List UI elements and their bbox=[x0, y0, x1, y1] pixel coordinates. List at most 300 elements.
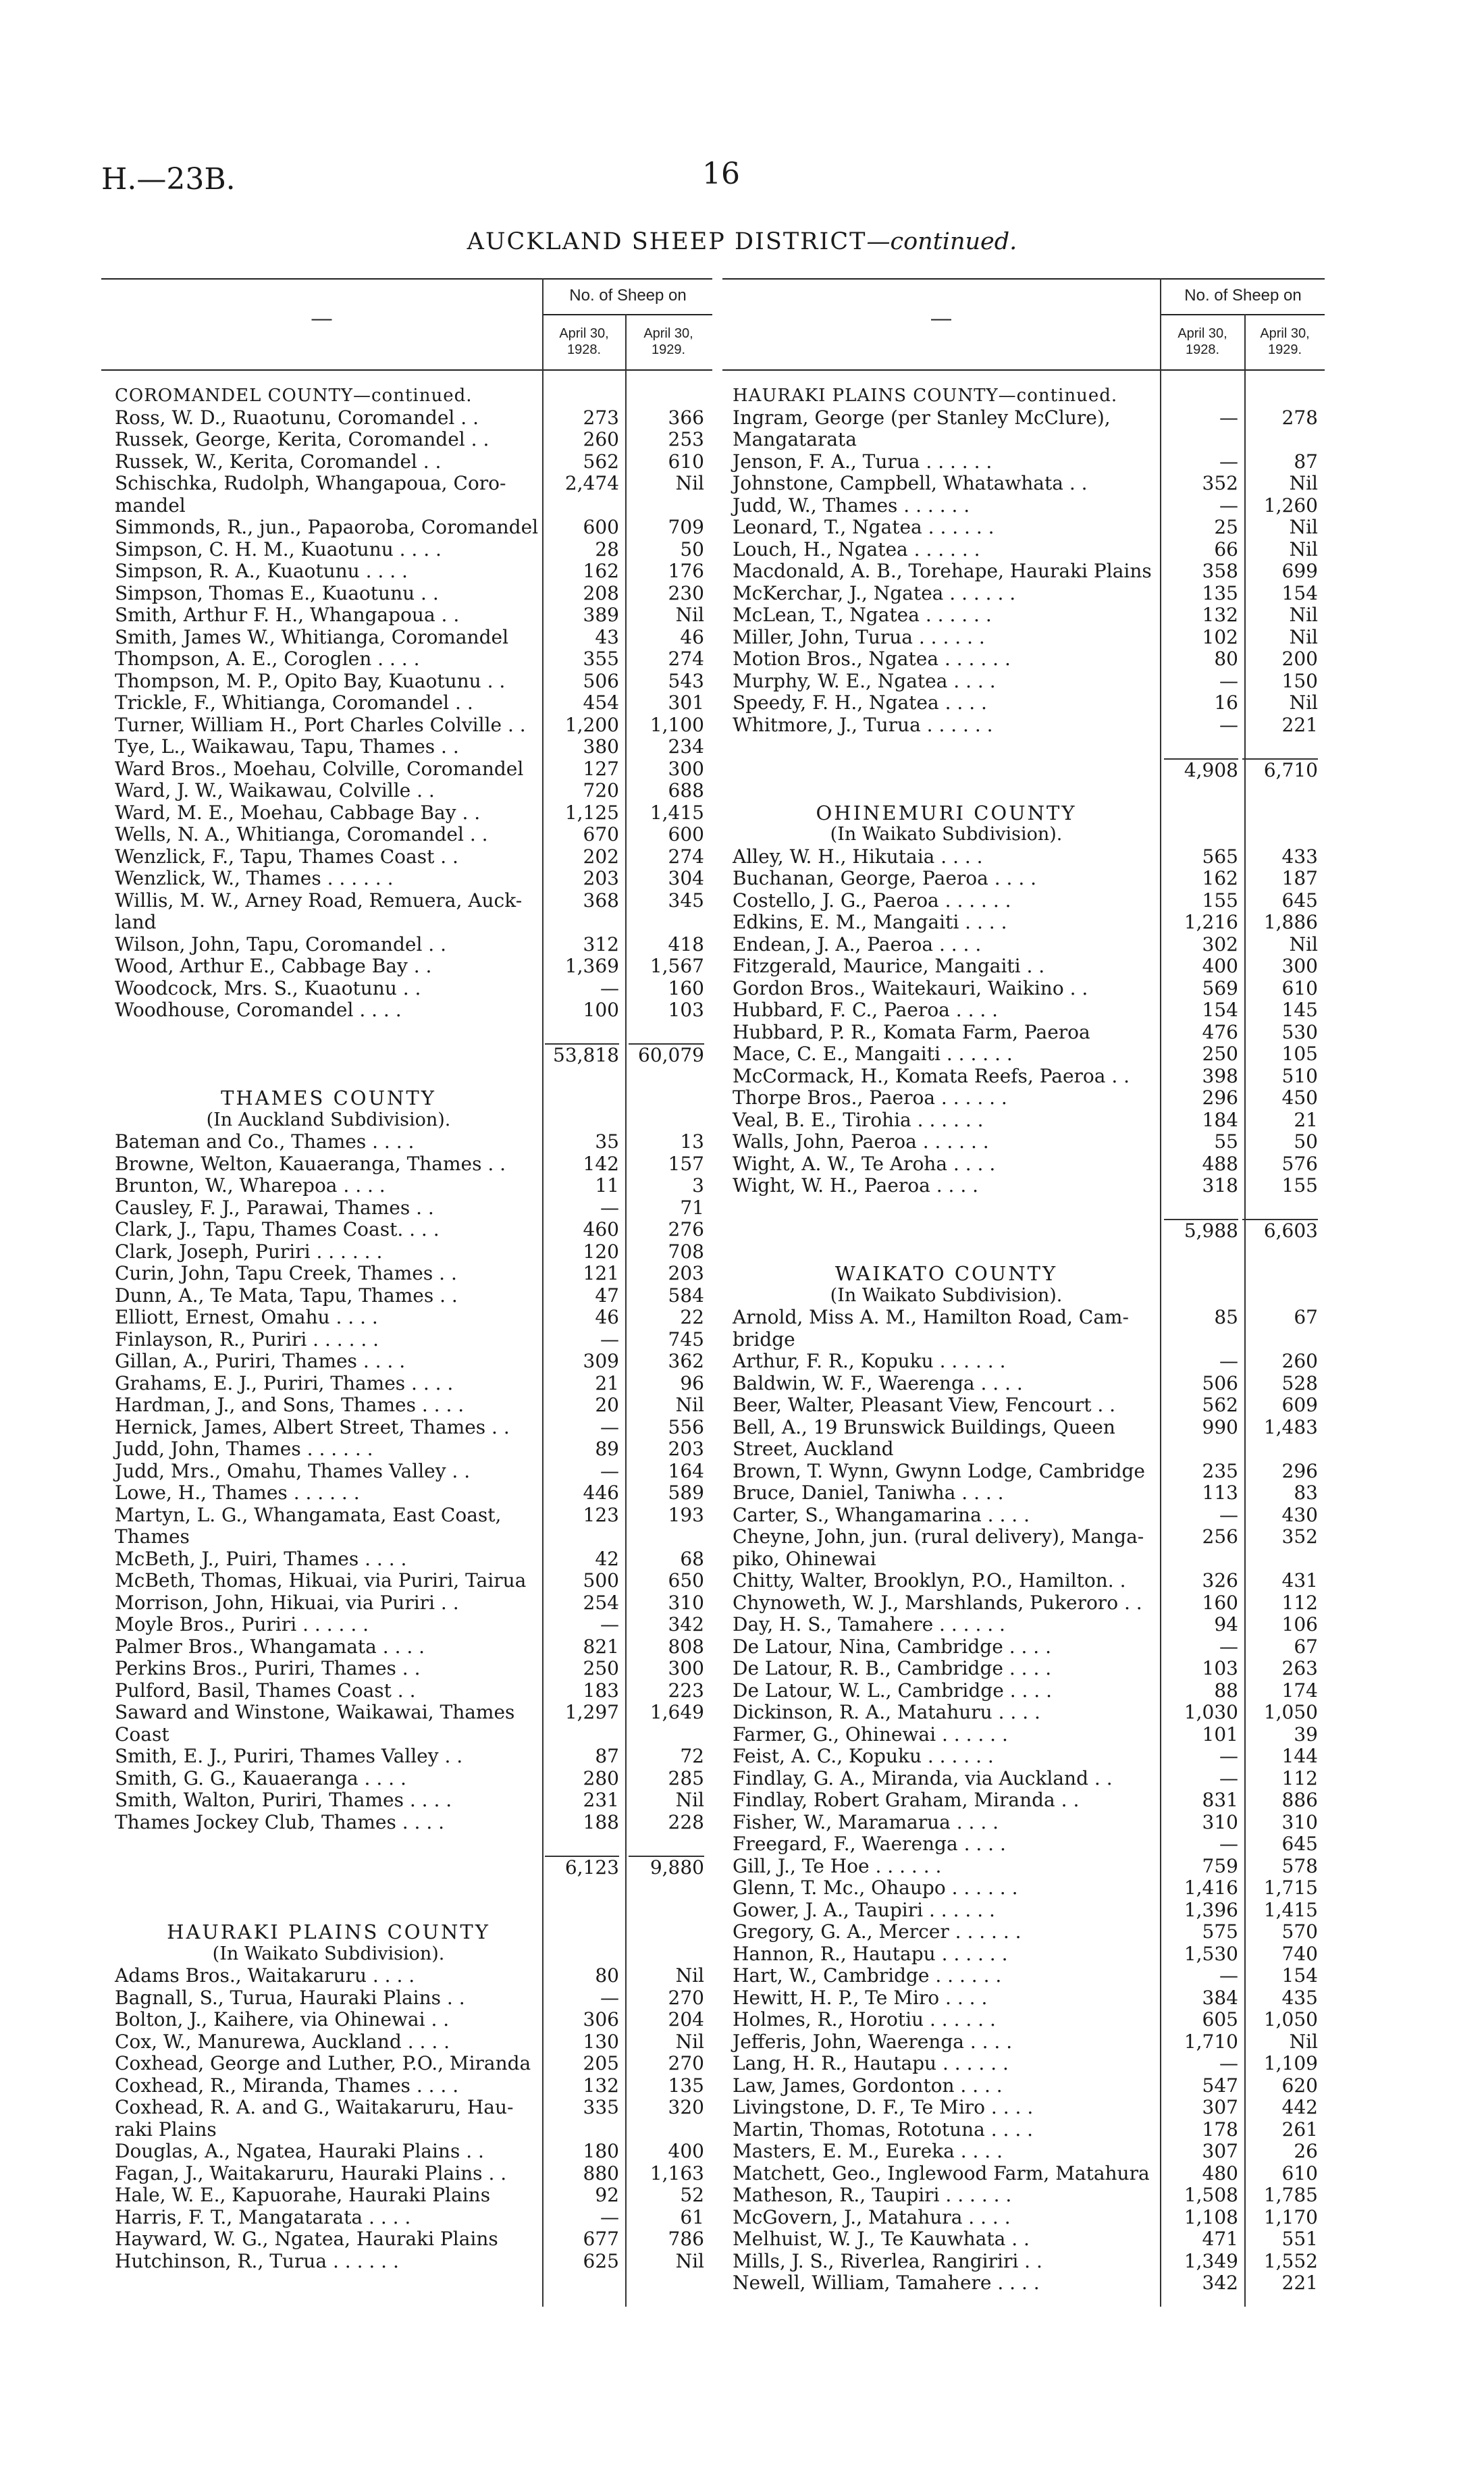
sheep-1928: 102 bbox=[1202, 625, 1238, 648]
table-row bbox=[115, 671, 712, 693]
holder-name: Baldwin, W. F., Waerenga . . . . bbox=[733, 1371, 1023, 1394]
holder-name: Finlayson, R., Puriri . . . . . . bbox=[115, 1328, 379, 1351]
holder-name: Dickinson, R. A., Matahuru . . . . bbox=[733, 1701, 1040, 1723]
sheep-1928: 208 bbox=[583, 581, 619, 604]
sheep-1928: 28 bbox=[595, 538, 619, 560]
table-row bbox=[733, 2163, 1325, 2185]
sheep-1928: 135 bbox=[1202, 581, 1238, 604]
holder-name: Russek, George, Kerita, Coromandel . . bbox=[115, 428, 489, 450]
sheep-1928: 296 bbox=[1202, 1086, 1238, 1109]
sheep-1928: 130 bbox=[583, 2030, 619, 2053]
sheep-1929: 886 bbox=[1281, 1789, 1318, 1811]
table-row bbox=[733, 999, 1325, 1022]
sheep-1929: 278 bbox=[1281, 406, 1318, 429]
sheep-1929: 556 bbox=[668, 1415, 704, 1438]
sheep-1928: 384 bbox=[1202, 1986, 1238, 2009]
sheep-1928: — bbox=[1219, 1635, 1238, 1658]
sheep-1929: 528 bbox=[1281, 1371, 1318, 1394]
table-row bbox=[733, 1461, 1325, 1483]
holder-name: Causley, F. J., Parawai, Thames . . bbox=[115, 1196, 434, 1219]
sheep-1928: 759 bbox=[1202, 1854, 1238, 1877]
sheep-1928: 1,349 bbox=[1184, 2249, 1238, 2272]
table-row bbox=[115, 868, 712, 890]
holder-name: Newell, William, Tamahere . . . . bbox=[733, 2272, 1040, 2294]
table-row bbox=[733, 648, 1325, 671]
table-row bbox=[733, 604, 1325, 627]
sheep-1928: — bbox=[1219, 494, 1238, 517]
sheep-1929: 1,260 bbox=[1263, 494, 1318, 517]
left-group-header: No. of Sheep on bbox=[569, 286, 687, 305]
holder-name: Gordon Bros., Waitekauri, Waikino . . bbox=[733, 976, 1088, 999]
sheep-1928: 47 bbox=[595, 1284, 619, 1307]
sheep-1928: 43 bbox=[595, 625, 619, 648]
table-row bbox=[115, 1702, 712, 1724]
sheep-1929: 285 bbox=[668, 1766, 704, 1789]
sheep-1928: 342 bbox=[1202, 2272, 1238, 2294]
holder-name: piko, Ohinewai bbox=[733, 1547, 876, 1570]
table-row bbox=[733, 1417, 1325, 1439]
table-row bbox=[115, 473, 712, 495]
sheep-1928: — bbox=[1219, 713, 1238, 736]
sheep-1929: 154 bbox=[1281, 581, 1318, 604]
sheep-1928: 1,710 bbox=[1184, 2030, 1238, 2053]
table-row bbox=[115, 1768, 712, 1790]
table-row bbox=[733, 1022, 1325, 1044]
sheep-1928: 605 bbox=[1202, 2008, 1238, 2031]
sheep-1929: 105 bbox=[1281, 1043, 1318, 1065]
sheep-1929: 50 bbox=[680, 538, 704, 560]
spacer-row bbox=[733, 1197, 1325, 1220]
holder-name: Brown, T. Wynn, Gwynn Lodge, Cambridge bbox=[733, 1459, 1145, 1482]
sheep-1929: 688 bbox=[668, 779, 704, 802]
spacer-row bbox=[733, 736, 1325, 758]
table-row bbox=[733, 1307, 1325, 1329]
page-title-main: AUCKLAND SHEEP DISTRICT bbox=[467, 228, 867, 255]
sheep-1928: 488 bbox=[1202, 1152, 1238, 1175]
sheep-1928: 831 bbox=[1202, 1789, 1238, 1811]
table-row bbox=[115, 1351, 712, 1373]
holder-name: Buchanan, George, Paeroa . . . . bbox=[733, 867, 1037, 889]
table-row bbox=[733, 539, 1325, 561]
sheep-1928: 1,125 bbox=[564, 801, 619, 824]
table-row bbox=[115, 495, 712, 517]
sheep-1929: 300 bbox=[1281, 955, 1318, 977]
table-row bbox=[733, 2031, 1325, 2053]
sheep-1929: 21 bbox=[1294, 1108, 1318, 1131]
table-row bbox=[733, 1636, 1325, 1658]
sheep-1929: 13 bbox=[680, 1130, 704, 1153]
county-total-row bbox=[115, 1856, 712, 1878]
table-row bbox=[733, 868, 1325, 890]
left-col1-header: April 30, 1928. bbox=[559, 326, 609, 357]
sheep-1928: 53,818 bbox=[545, 1043, 619, 1067]
holder-name: Simpson, R. A., Kuaotunu . . . . bbox=[115, 560, 408, 582]
sheep-1929: 431 bbox=[1281, 1569, 1318, 1592]
holder-name: Glenn, T. Mc., Ohaupo . . . . . . bbox=[733, 1877, 1018, 1899]
left-table-body bbox=[115, 385, 712, 2272]
table-row bbox=[733, 1526, 1325, 1548]
sheep-1929: 72 bbox=[680, 1745, 704, 1767]
sheep-1928: 562 bbox=[583, 450, 619, 473]
holder-name: Saward and Winstone, Waikawai, Thames bbox=[115, 1701, 515, 1723]
sheep-1928: 306 bbox=[583, 2008, 619, 2031]
spacer-row bbox=[115, 1833, 712, 1856]
holder-name: Holmes, R., Horotiu . . . . . . bbox=[733, 2008, 996, 2031]
table-row bbox=[733, 1768, 1325, 1790]
holder-name: Clark, J., Tapu, Thames Coast. . . . bbox=[115, 1218, 440, 1240]
sheep-1929: 6,603 bbox=[1242, 1219, 1318, 1242]
sheep-1929: 530 bbox=[1281, 1020, 1318, 1043]
sheep-1929: 203 bbox=[668, 1262, 704, 1284]
table-row bbox=[733, 1900, 1325, 1922]
sheep-1928: 132 bbox=[583, 2074, 619, 2097]
sheep-1928: 202 bbox=[583, 845, 619, 868]
table-row bbox=[115, 912, 712, 934]
table-row bbox=[733, 846, 1325, 868]
table-row bbox=[115, 583, 712, 605]
table-row bbox=[733, 955, 1325, 978]
sheep-1928: 352 bbox=[1202, 472, 1238, 494]
sheep-1929: 400 bbox=[668, 2140, 704, 2162]
holder-name: Cox, W., Manurewa, Auckland . . . . bbox=[115, 2030, 450, 2053]
sheep-1929: 221 bbox=[1281, 713, 1318, 736]
sheep-1928: 446 bbox=[583, 1482, 619, 1504]
holder-name: Freegard, F., Waerenga . . . . bbox=[733, 1833, 1006, 1855]
table-row bbox=[115, 1307, 712, 1329]
right-group-header: No. of Sheep on bbox=[1184, 286, 1302, 305]
holder-name: De Latour, Nina, Cambridge . . . . bbox=[733, 1635, 1051, 1658]
sheep-1929: 276 bbox=[668, 1218, 704, 1240]
sheep-1928: 990 bbox=[1202, 1415, 1238, 1438]
sheep-1929: 9,880 bbox=[629, 1856, 704, 1879]
sheep-1928: 1,108 bbox=[1184, 2205, 1238, 2228]
sheep-1928: 180 bbox=[583, 2140, 619, 2162]
sheep-1928: 94 bbox=[1214, 1613, 1238, 1635]
sheep-1929: 296 bbox=[1281, 1459, 1318, 1482]
table-row bbox=[733, 1087, 1325, 1109]
sheep-1929: 203 bbox=[668, 1438, 704, 1460]
holder-name: Carter, S., Whangamarina . . . . bbox=[733, 1503, 1030, 1526]
holder-name: Findlay, G. A., Miranda, via Auckland . . bbox=[733, 1766, 1113, 1789]
table-row bbox=[733, 1482, 1325, 1504]
sheep-1928: 1,297 bbox=[564, 1701, 619, 1723]
sheep-1928: 162 bbox=[583, 560, 619, 582]
holder-name: Whitmore, J., Turua . . . . . . bbox=[733, 713, 993, 736]
page-title bbox=[0, 228, 1484, 255]
spacer-row bbox=[115, 1066, 712, 1088]
sheep-1928: 16 bbox=[1214, 691, 1238, 714]
holder-name: Veal, B. E., Tirohia . . . . . . bbox=[733, 1108, 984, 1131]
table-row bbox=[733, 934, 1325, 956]
holder-name: Jefferis, John, Waerenga . . . . bbox=[733, 2030, 1013, 2053]
sheep-1928: 569 bbox=[1202, 976, 1238, 999]
sheep-1929: 362 bbox=[668, 1350, 704, 1372]
sheep-1928: 600 bbox=[583, 516, 619, 538]
holder-name: Wilson, John, Tapu, Coromandel . . bbox=[115, 933, 447, 955]
table-row bbox=[733, 1812, 1325, 1834]
sheep-1929: 1,567 bbox=[650, 955, 704, 977]
sheep-1928: 273 bbox=[583, 406, 619, 429]
holder-name: Hayward, W. G., Ngatea, Hauraki Plains bbox=[115, 2228, 498, 2250]
sheep-1928: 355 bbox=[583, 648, 619, 670]
sheep-1929: 83 bbox=[1294, 1482, 1318, 1504]
sheep-1928: 309 bbox=[583, 1350, 619, 1372]
sheep-1929: 510 bbox=[1281, 1064, 1318, 1087]
sheep-1928: 42 bbox=[595, 1547, 619, 1570]
sheep-1929: 610 bbox=[668, 450, 704, 473]
sheep-1929: 1,715 bbox=[1263, 1877, 1318, 1899]
table-row bbox=[115, 1482, 712, 1504]
holder-name: Judd, W., Thames . . . . . . bbox=[733, 494, 970, 517]
table-row bbox=[115, 1438, 712, 1461]
holder-name: Findlay, Robert Graham, Miranda . . bbox=[733, 1789, 1080, 1811]
sheep-1929: 589 bbox=[668, 1482, 704, 1504]
holder-name: Smith, Walton, Puriri, Thames . . . . bbox=[115, 1789, 452, 1811]
sheep-1929: 61 bbox=[680, 2205, 704, 2228]
subdivision-heading: (In Waikato Subdivision). bbox=[212, 1943, 445, 1964]
sheep-1928: 335 bbox=[583, 2096, 619, 2118]
sheep-1929: 150 bbox=[1281, 669, 1318, 692]
sheep-1929: 1,415 bbox=[650, 801, 704, 824]
sheep-1929: 310 bbox=[668, 1591, 704, 1614]
spacer-row bbox=[733, 780, 1325, 802]
table-row bbox=[115, 1724, 712, 1746]
sheep-1928: 256 bbox=[1202, 1525, 1238, 1548]
holder-name: Louch, H., Ngatea . . . . . . bbox=[733, 538, 980, 560]
table-row bbox=[115, 2119, 712, 2141]
holder-name: McBeth, J., Puiri, Thames . . . . bbox=[115, 1547, 407, 1570]
sheep-1929: 253 bbox=[668, 428, 704, 450]
sheep-1929: 645 bbox=[1281, 1833, 1318, 1855]
table-row bbox=[115, 604, 712, 627]
holder-name: Smith, James W., Whitianga, Coromandel bbox=[115, 625, 509, 648]
table-row bbox=[733, 912, 1325, 934]
sheep-1928: 4,908 bbox=[1164, 758, 1238, 782]
holder-name: Murphy, W. E., Ngatea . . . . bbox=[733, 669, 996, 692]
table-row bbox=[733, 1548, 1325, 1571]
sheep-1928: 500 bbox=[583, 1569, 619, 1592]
table-row bbox=[733, 692, 1325, 714]
holder-name: Clark, Joseph, Puriri . . . . . . bbox=[115, 1240, 383, 1263]
table-row bbox=[733, 560, 1325, 583]
holder-name: Thompson, M. P., Opito Bay, Kuaotunu . . bbox=[115, 669, 506, 692]
holder-name: Arthur, F. R., Kopuku . . . . . . bbox=[733, 1350, 1006, 1372]
holder-name: Melhuist, W. J., Te Kauwhata . . bbox=[733, 2228, 1030, 2250]
sheep-1929: Nil bbox=[675, 1394, 704, 1416]
table-row bbox=[733, 1833, 1325, 1856]
sheep-1929: Nil bbox=[675, 604, 704, 626]
sheep-1928: 20 bbox=[595, 1394, 619, 1416]
sheep-1928: 547 bbox=[1202, 2074, 1238, 2097]
right-table-body bbox=[733, 385, 1325, 2295]
holder-name: Farmer, G., Ohinewai . . . . . . bbox=[733, 1723, 1008, 1746]
table-row bbox=[115, 2097, 712, 2119]
table-row bbox=[733, 1329, 1325, 1351]
sheep-1928: 25 bbox=[1214, 516, 1238, 538]
sheep-1928: 87 bbox=[595, 1745, 619, 1767]
sheep-1928: 203 bbox=[583, 867, 619, 889]
sheep-1929: 304 bbox=[668, 867, 704, 889]
holder-name: Pulford, Basil, Thames Coast . . bbox=[115, 1679, 416, 1702]
table-row bbox=[115, 1263, 712, 1285]
table-row bbox=[733, 2075, 1325, 2097]
sheep-1929: Nil bbox=[675, 1789, 704, 1811]
sheep-1929: 645 bbox=[1281, 889, 1318, 912]
sheep-1928: 85 bbox=[1214, 1306, 1238, 1328]
sheep-1928: 121 bbox=[583, 1262, 619, 1284]
sheep-1929: 708 bbox=[668, 1240, 704, 1263]
sheep-1929: 1,552 bbox=[1263, 2249, 1318, 2272]
sheep-1928: 123 bbox=[583, 1503, 619, 1526]
holder-name: Leonard, T., Ngatea . . . . . . bbox=[733, 516, 995, 538]
holder-name: Harris, F. T., Mangatarata . . . . bbox=[115, 2205, 411, 2228]
holder-name: Endean, J. A., Paeroa . . . . bbox=[733, 933, 982, 955]
holder-name: Judd, John, Thames . . . . . . bbox=[115, 1438, 373, 1460]
table-row bbox=[115, 1614, 712, 1636]
sheep-1928: 250 bbox=[1202, 1043, 1238, 1065]
table-row bbox=[733, 2097, 1325, 2119]
table-row bbox=[733, 1394, 1325, 1417]
sheep-1929: 352 bbox=[1281, 1525, 1318, 1548]
table-row bbox=[733, 517, 1325, 539]
sheep-1929: 433 bbox=[1281, 845, 1318, 868]
sheep-1928: 46 bbox=[595, 1306, 619, 1328]
table-row bbox=[115, 1548, 712, 1571]
table-row bbox=[115, 1680, 712, 1702]
table-row bbox=[733, 1877, 1325, 1900]
sheep-1928: 66 bbox=[1214, 538, 1238, 560]
holder-name: Russek, W., Kerita, Coromandel . . bbox=[115, 450, 442, 473]
right-table-top-rule bbox=[722, 278, 1325, 280]
sheep-1928: 1,396 bbox=[1184, 1898, 1238, 1921]
sheep-1928: 480 bbox=[1202, 2162, 1238, 2184]
table-row bbox=[115, 1197, 712, 1220]
sheep-1929: 154 bbox=[1281, 1964, 1318, 1987]
holder-name: Livingstone, D. F., Te Miro . . . . bbox=[733, 2096, 1034, 2118]
holder-name: Cheyne, John, jun. (rural delivery), Manga- bbox=[733, 1525, 1144, 1548]
sheep-1929: 1,109 bbox=[1263, 2052, 1318, 2074]
page-title-suffix: —continued. bbox=[866, 228, 1017, 255]
table-row bbox=[733, 473, 1325, 495]
sheep-1929: 342 bbox=[668, 1613, 704, 1635]
table-row bbox=[733, 2119, 1325, 2141]
holder-name: Coxhead, George and Luther, P.O., Miranda bbox=[115, 2052, 531, 2074]
holder-name: Dunn, A., Te Mata, Tapu, Thames . . bbox=[115, 1284, 458, 1307]
sheep-1929: 135 bbox=[668, 2074, 704, 2097]
holder-name: Day, H. S., Tamahere . . . . . . bbox=[733, 1613, 1005, 1635]
sheep-1928: 312 bbox=[583, 933, 619, 955]
sheep-1929: 263 bbox=[1281, 1657, 1318, 1679]
holder-name: mandel bbox=[115, 494, 186, 517]
table-row bbox=[733, 1614, 1325, 1636]
sheep-1928: 80 bbox=[595, 1964, 619, 1987]
sheep-1928: 302 bbox=[1202, 933, 1238, 955]
sheep-1928: 318 bbox=[1202, 1174, 1238, 1197]
sheep-1929: 103 bbox=[668, 999, 704, 1021]
table-row bbox=[115, 999, 712, 1022]
sheep-1929: 310 bbox=[1281, 1810, 1318, 1833]
holder-name: McGovern, J., Matahura . . . . bbox=[733, 2205, 1011, 2228]
table-row bbox=[115, 1746, 712, 1768]
sheep-1929: 650 bbox=[668, 1569, 704, 1592]
table-row bbox=[733, 1131, 1325, 1153]
sheep-1929: 1,050 bbox=[1263, 2008, 1318, 2031]
table-row bbox=[733, 1680, 1325, 1702]
holder-name: Smith, G. G., Kauaeranga . . . . bbox=[115, 1766, 406, 1789]
holder-name: Bolton, J., Kaihere, via Ohinewai . . bbox=[115, 2008, 450, 2031]
sheep-1928: 1,416 bbox=[1184, 1877, 1238, 1899]
holder-name: Wells, N. A., Whitianga, Coromandel . . bbox=[115, 823, 488, 845]
sheep-1928: 184 bbox=[1202, 1108, 1238, 1131]
table-row bbox=[115, 2031, 712, 2053]
table-row bbox=[115, 1636, 712, 1658]
sheep-1928: 127 bbox=[583, 757, 619, 780]
sheep-1929: Nil bbox=[675, 2030, 704, 2053]
holder-name: Douglas, A., Ngatea, Hauraki Plains . . bbox=[115, 2140, 484, 2162]
sheep-1929: 1,163 bbox=[650, 2162, 704, 2184]
sheep-1928: — bbox=[1219, 1833, 1238, 1855]
holder-name: Johnstone, Campbell, Whatawhata . . bbox=[733, 472, 1088, 494]
holder-name: Masters, E. M., Eureka . . . . bbox=[733, 2140, 1003, 2162]
holder-name: Fitzgerald, Maurice, Mangaiti . . bbox=[733, 955, 1045, 977]
table-row bbox=[733, 1109, 1325, 1132]
holder-name: Walls, John, Paeroa . . . . . . bbox=[733, 1130, 989, 1153]
holder-name: Martin, Thomas, Rototuna . . . . bbox=[733, 2118, 1034, 2141]
sheep-1928: — bbox=[600, 1415, 619, 1438]
sheep-1929: 584 bbox=[668, 1284, 704, 1307]
county-heading: HAURAKI PLAINS COUNTY bbox=[167, 1920, 490, 1943]
sheep-1928: 120 bbox=[583, 1240, 619, 1263]
left-blank-header: — bbox=[311, 307, 332, 330]
holder-name: Perkins Bros., Puriri, Thames . . bbox=[115, 1657, 421, 1679]
holder-name: Mace, C. E., Mangaiti . . . . . . bbox=[733, 1043, 1013, 1065]
sheep-1929: 699 bbox=[1281, 560, 1318, 582]
holder-name: Ward, J. W., Waikawau, Colville . . bbox=[115, 779, 435, 802]
holder-name: Hubbard, F. C., Paeroa . . . . bbox=[733, 999, 999, 1021]
table-row bbox=[733, 1351, 1325, 1373]
sheep-1928: — bbox=[1219, 669, 1238, 692]
sheep-1929: 576 bbox=[1281, 1152, 1318, 1175]
document-code: H.—23B. bbox=[101, 162, 236, 196]
sheep-1928: 2,474 bbox=[564, 472, 619, 494]
left-col2-header: April 30, 1929. bbox=[643, 326, 693, 357]
holder-name: Matheson, R., Taupiri . . . . . . bbox=[733, 2184, 1012, 2206]
holder-name: Chynoweth, W. J., Marshlands, Pukeroro . . bbox=[733, 1591, 1142, 1614]
sheep-1929: Nil bbox=[675, 1964, 704, 1987]
holder-name: Moyle Bros., Puriri . . . . . . bbox=[115, 1613, 369, 1635]
table-row bbox=[115, 1285, 712, 1307]
holder-name: Ward Bros., Moehau, Colville, Coromandel bbox=[115, 757, 524, 780]
sheep-1929: 1,170 bbox=[1263, 2205, 1318, 2228]
table-row bbox=[115, 451, 712, 473]
sheep-1928: 1,216 bbox=[1184, 911, 1238, 933]
table-row bbox=[733, 407, 1325, 429]
sheep-1929: 1,649 bbox=[650, 1701, 704, 1723]
sheep-1928: 188 bbox=[583, 1810, 619, 1833]
sheep-1929: Nil bbox=[1289, 516, 1318, 538]
table-row bbox=[733, 1943, 1325, 1966]
table-row bbox=[115, 1241, 712, 1263]
sheep-1928: — bbox=[600, 1613, 619, 1635]
table-row bbox=[733, 1965, 1325, 1987]
spacer-row bbox=[733, 1241, 1325, 1263]
holder-name: Wight, A. W., Te Aroha . . . . bbox=[733, 1152, 996, 1175]
holder-name: Lowe, H., Thames . . . . . . bbox=[115, 1482, 360, 1504]
sheep-1929: Nil bbox=[1289, 691, 1318, 714]
sheep-1928: 92 bbox=[595, 2184, 619, 2206]
subdivision-heading: (In Waikato Subdivision). bbox=[830, 1284, 1063, 1306]
holder-name: Trickle, F., Whitianga, Coromandel . . bbox=[115, 691, 473, 714]
